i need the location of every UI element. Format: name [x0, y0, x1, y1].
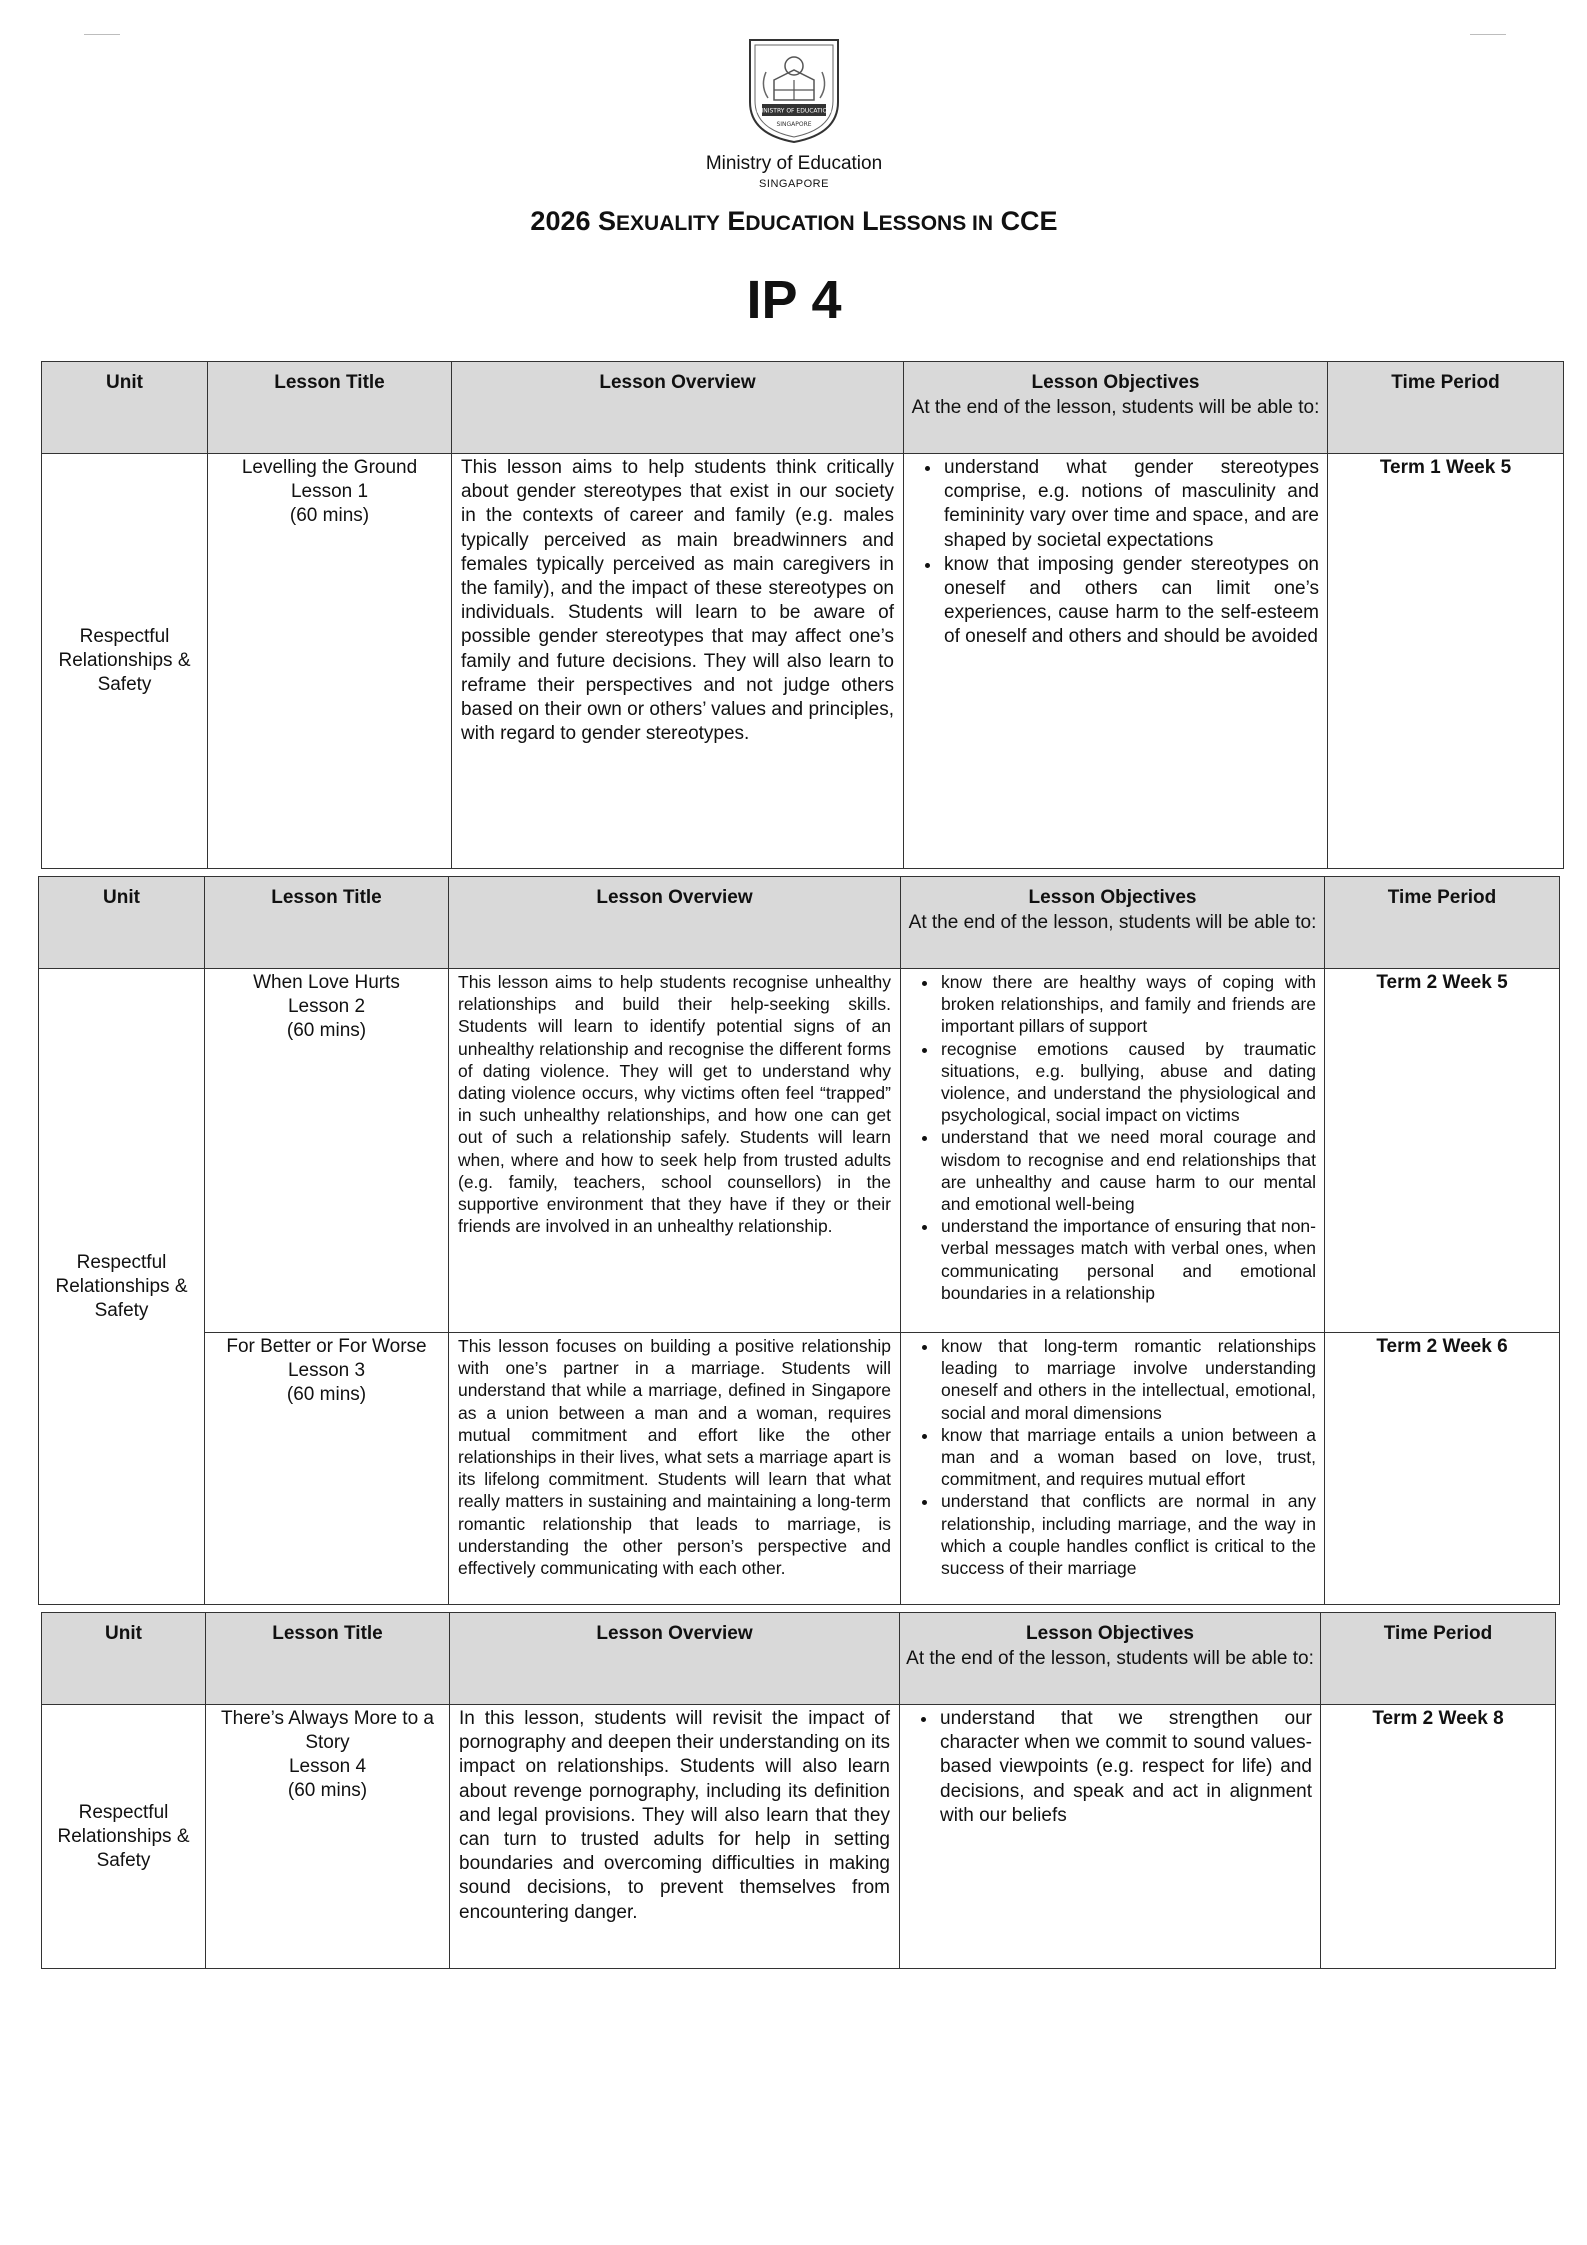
- moe-crest-logo: [744, 36, 844, 144]
- time-period: Term 2 Week 8: [1321, 1705, 1556, 1969]
- lesson-overview: In this lesson, students will revisit the impact of pornography and deepen their understanding on its impact on relationships. Students will also learn about revenge pornography, including its definition and legal provisions. They will also learn that they can turn to trusted adults for help in setting boundaries and overcoming difficulties in making sound decisions, to prevent themselves from encountering danger.: [450, 1705, 900, 1969]
- lesson-overview: This lesson focuses on building a positive relationship with one’s partner in a marriage. Students will understand that while a marriage, defined in Singapore as a union between a man and a woman, requires mutual commitment and effort like the other relationships in their lives, what sets a marriage apart is its lifelong commitment. Students will learn that what really matters in sustaining and maintaining a long-term romantic relationship that leads to marriage, is understanding the other person’s perspective and effectively communicating with each other.: [449, 1333, 901, 1605]
- col-header-time-period: Time Period: [1325, 877, 1560, 969]
- table-row: [39, 1333, 1560, 1605]
- col-header-unit: Unit: [39, 877, 205, 969]
- header-corner-mark-right: [1470, 34, 1506, 35]
- lesson-table-3: [41, 1612, 1556, 1969]
- objective-item: • recognise emotions caused by traumatic situations, e.g. bullying, abuse and dating violence, and understand the physiological and psychological, social impact on victims: [939, 1038, 1316, 1127]
- unit-cell: Respectful Relationships & Safety: [42, 454, 208, 869]
- title-word-lessons-in: LESSONS IN: [862, 206, 994, 236]
- objective-item: • know there are healthy ways of coping with broken relationships, and family and friends are important pillars of support: [939, 971, 1316, 1038]
- lesson-objectives-cell: [900, 1705, 1321, 1969]
- objectives-subheading: At the end of the lesson, students will be able to:: [911, 397, 1320, 418]
- document-subtitle: IP 4: [746, 270, 842, 330]
- objectives-list: [904, 454, 1327, 650]
- objective-item: • understand the importance of ensuring that non-verbal messages match with verbal ones, when communicating personal and emotional boundaries in a relationship: [939, 1215, 1316, 1304]
- time-period: Term 1 Week 5: [1328, 454, 1564, 869]
- table-row: [42, 454, 1564, 869]
- objective-item: • know that long-term romantic relationships leading to marriage involve understanding oneself and others in the intellectual, emotional, social and moral dimensions: [939, 1335, 1316, 1424]
- col-header-lesson-overview: Lesson Overview: [450, 1613, 900, 1705]
- col-header-lesson-title: Lesson Title: [206, 1613, 450, 1705]
- col-header-unit: Unit: [42, 1613, 206, 1705]
- title-word-sexuality: SEXUALITY: [598, 206, 720, 236]
- objective-item: • understand that we need moral courage and wisdom to recognise and end relationships that are unhealthy and cause harm to our mental and emotional well-being: [939, 1126, 1316, 1215]
- unit-cell: Respectful Relationships & Safety: [42, 1705, 206, 1969]
- lesson-title: For Better or For Worse: [226, 1336, 427, 1357]
- title-suffix: CCE: [1000, 206, 1058, 236]
- col-header-lesson-title: Lesson Title: [205, 877, 449, 969]
- ministry-country: SINGAPORE: [759, 178, 829, 190]
- lesson-title: There’s Always More to a Story: [221, 1708, 434, 1753]
- header-corner-mark-left: [84, 34, 120, 35]
- objectives-list: [901, 969, 1324, 1304]
- col-header-lesson-overview: Lesson Overview: [449, 877, 901, 969]
- lesson-duration: (60 mins): [289, 505, 370, 526]
- col-header-lesson-title: Lesson Title: [208, 362, 452, 454]
- objectives-subheading: At the end of the lesson, students will be able to:: [906, 1648, 1314, 1669]
- lesson-overview: This lesson aims to help students recognise unhealthy relationships and build their help-seeking skills. Students will learn to identify potential signs of an unhealthy relationship and recognise the different forms of dating violence. They will get to understand why dating violence occurs, why victims often feel “trapped” in such unhealthy relationships, and how one can get out of such a relationship safely. Students will learn when, where and how to seek help from trusted adults (e.g. family, teachers, school counsellors) in the supportive environment that they have if they or their friends are involved in an unhealthy relationship.: [449, 969, 901, 1333]
- title-word-education: EDUCATION: [727, 206, 855, 236]
- objective-item: • understand that we strengthen our character when we commit to sound values-based viewpoints (e.g. respect for life) and decisions, and speak and act in alignment with our beliefs: [938, 1707, 1312, 1828]
- objective-item: • understand that conflicts are normal in any relationship, including marriage, and the way in which a couple handles conflict is critical to the success of their marriage: [939, 1490, 1316, 1579]
- lesson-objectives-cell: [904, 454, 1328, 869]
- lesson-duration: (60 mins): [286, 1020, 367, 1041]
- objectives-list: [901, 1333, 1324, 1579]
- lesson-title-cell: [205, 969, 449, 1333]
- lesson-number: Lesson 2: [287, 996, 366, 1017]
- lesson-duration: (60 mins): [287, 1780, 368, 1801]
- time-period: Term 2 Week 5: [1325, 969, 1560, 1333]
- lesson-title: When Love Hurts: [253, 972, 400, 993]
- col-header-lesson-objectives: Lesson Objectives At the end of the lesson, students will be able to:: [904, 362, 1328, 454]
- lesson-number: Lesson 4: [288, 1756, 367, 1777]
- lesson-number: Lesson 1: [290, 481, 369, 502]
- table-header-row: [42, 362, 1564, 454]
- lesson-number: Lesson 3: [287, 1360, 366, 1381]
- objectives-list: [900, 1705, 1320, 1828]
- col-header-time-period: Time Period: [1321, 1613, 1556, 1705]
- unit-cell: Respectful Relationships & Safety: [39, 969, 205, 1605]
- crest-banner-text: MINISTRY OF EDUCATION: [756, 107, 832, 115]
- lesson-title-cell: [205, 1333, 449, 1605]
- objective-item: • know that marriage entails a union between a man and a woman based on love, trust, commitment, and requires mutual effort: [939, 1424, 1316, 1491]
- time-period: Term 2 Week 6: [1325, 1333, 1560, 1605]
- objective-item: • understand what gender stereotypes comprise, e.g. notions of masculinity and femininity vary over time and space, and are shaped by societal expectations: [942, 456, 1319, 553]
- objective-item: • know that imposing gender stereotypes on oneself and others can limit one’s experiences, cause harm to the self-esteem of oneself and others and should be avoided: [942, 553, 1319, 650]
- title-prefix: 2026: [530, 206, 598, 236]
- lesson-overview: This lesson aims to help students think critically about gender stereotypes that exist in our society in the contexts of career and family (e.g. males typically perceived as main breadwinners and females typically perceived as main caregivers in the family), and the impact of these stereotypes on individuals. Students will learn to be aware of possible gender stereotypes that may affect one’s family and future decisions. They will also learn to reframe their perspectives and not judge others based on their own or others’ values and principles, with regard to gender stereotypes.: [452, 454, 904, 869]
- col-header-lesson-objectives: Lesson Objectives At the end of the lesson, students will be able to:: [901, 877, 1325, 969]
- lesson-objectives-cell: [901, 1333, 1325, 1605]
- table-header-row: [42, 1613, 1556, 1705]
- document-title: [300, 206, 1288, 237]
- col-header-unit: Unit: [42, 362, 208, 454]
- lesson-duration: (60 mins): [286, 1384, 367, 1405]
- col-header-lesson-objectives: Lesson Objectives At the end of the lesson, students will be able to:: [900, 1613, 1321, 1705]
- lesson-objectives-cell: [901, 969, 1325, 1333]
- table-row: [42, 1705, 1556, 1969]
- lesson-title-cell: [206, 1705, 450, 1969]
- lesson-title: Levelling the Ground: [241, 457, 418, 478]
- lesson-title-cell: [208, 454, 452, 869]
- table-header-row: [39, 877, 1560, 969]
- col-header-lesson-overview: Lesson Overview: [452, 362, 904, 454]
- table-row: [39, 969, 1560, 1333]
- crest-country-text: SINGAPORE: [776, 121, 812, 128]
- ministry-name: Ministry of Education: [705, 153, 883, 174]
- lesson-table-1: [41, 361, 1564, 869]
- col-header-time-period: Time Period: [1328, 362, 1564, 454]
- lesson-table-2: [38, 876, 1560, 1605]
- objectives-subheading: At the end of the lesson, students will be able to:: [908, 912, 1317, 933]
